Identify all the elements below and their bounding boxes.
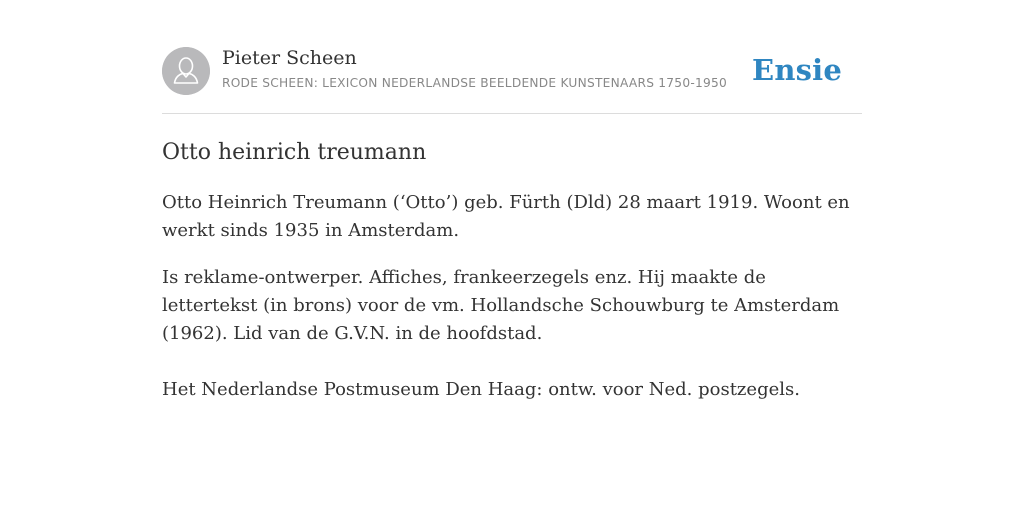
source-title[interactable]: RODE SCHEEN: LEXICON NEDERLANDSE BEELDENDE KUNSTENAARS 1750-1950 <box>222 76 727 90</box>
article-paragraph-3: Het Nederlandse Postmuseum Den Haag: ontw. voor Ned. postzegels. <box>162 379 800 400</box>
article-paragraph-2: Is reklame-ontwerper. Affiches, frankeerzegels enz. Hij maakte de lettertekst (in brons) voor de vm. Hollandsche Schouwburg te Amsterdam (1962). Lid van de G.V.N. in de hoofdstad. <box>162 267 840 344</box>
author-name[interactable]: Pieter Scheen <box>222 47 357 69</box>
article-header <box>162 44 862 114</box>
ensie-logo[interactable]: Ensie <box>752 53 842 87</box>
article-paragraph-1: Otto Heinrich Treumann (‘Otto’) geb. Fürth (Dld) 28 maart 1919. Woont en werkt sinds 1935 in Amsterdam. <box>162 192 850 241</box>
article-card <box>162 44 862 404</box>
page-title: Otto heinrich treumann <box>162 140 427 165</box>
user-silhouette-icon[interactable] <box>162 47 210 95</box>
